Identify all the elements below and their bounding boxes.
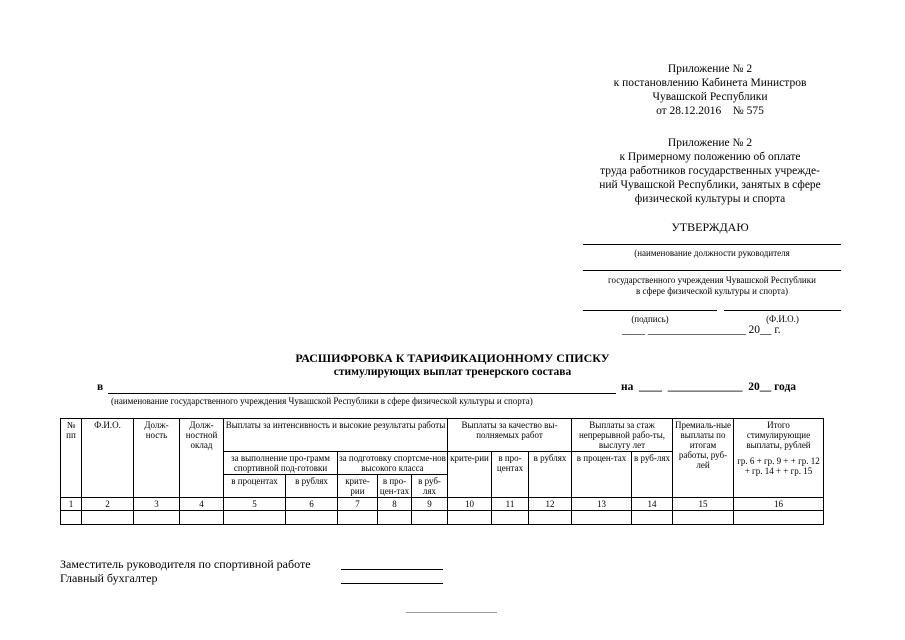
accountant-label: Главный бухгалтер xyxy=(60,571,158,585)
col-header-num: № пп xyxy=(61,419,82,498)
sign-caption: (подпись) xyxy=(631,314,669,324)
col-header-programs: за выполнение про-грамм спортивной под-готовки xyxy=(224,452,338,475)
fio-line xyxy=(724,310,841,311)
col-number: 9 xyxy=(412,498,448,511)
table-cell xyxy=(448,511,492,525)
col-header-position: Долж-ность xyxy=(134,419,180,498)
col-header-criteria: крите-рии xyxy=(448,452,492,498)
col-header-highclass-crit: крите-рии xyxy=(338,475,378,498)
year-line: ____ _____________ 20__ года xyxy=(639,381,797,393)
col-header-programs-rub: в рублях xyxy=(286,475,338,498)
deputy-signature-line xyxy=(341,569,443,570)
deputy-label: Заместитель руководителя по спортивной работе xyxy=(60,557,311,571)
col-header-stazh-pct: в процен-тах xyxy=(572,452,632,498)
table-cell xyxy=(529,511,572,525)
approve-date: ____ _________________ 20__ г. xyxy=(622,324,781,336)
col-header-quality-rub: в рублях xyxy=(529,452,572,498)
appendix-line: физической культуры и спорта xyxy=(634,193,786,205)
document-title: РАСШИФРОВКА К ТАРИФИКАЦИОННОМУ СПИСКУ xyxy=(295,351,610,365)
col-header-intensity: Выплаты за интенсивность и высокие результаты работы xyxy=(224,419,448,452)
col-number: 2 xyxy=(82,498,134,511)
table-row xyxy=(61,511,824,525)
col-header-fio: Ф.И.О. xyxy=(82,419,134,498)
table-cell xyxy=(286,511,338,525)
col-header-highclass-rub: в руб-лях xyxy=(412,475,448,498)
table-cell xyxy=(61,511,82,525)
on-label: на xyxy=(621,381,634,393)
table-cell xyxy=(338,511,378,525)
appendix-line: к постановлению Кабинета Министров xyxy=(613,77,807,89)
appendix-line: труда работников государственных учрежде- xyxy=(600,165,820,177)
table-cell xyxy=(492,511,529,525)
col-number: 7 xyxy=(338,498,378,511)
appendix-line: Приложение № 2 xyxy=(667,137,753,149)
table-cell xyxy=(180,511,224,525)
col-header-highclass-pct: в про-цен-тах xyxy=(378,475,412,498)
table-cell xyxy=(378,511,412,525)
caption-line: государственного учреждения Чувашской Республики xyxy=(608,275,816,285)
col-header-stazh-rub: в руб-лях xyxy=(632,452,673,498)
table-cell xyxy=(734,511,824,525)
col-number: 1 xyxy=(61,498,82,511)
fio-caption: (Ф.И.О.) xyxy=(766,314,799,324)
appendix-block-2 xyxy=(560,136,860,206)
col-number: 10 xyxy=(448,498,492,511)
table-cell xyxy=(412,511,448,525)
approve-title: УТВЕРЖДАЮ xyxy=(671,220,749,234)
col-header-quality-pct: в про-центах xyxy=(492,452,529,498)
tariff-table xyxy=(60,418,824,525)
table-cell xyxy=(673,511,734,525)
total-label: Итого стимулирующие выплаты, рублей xyxy=(746,420,811,450)
bottom-divider xyxy=(406,612,497,613)
appendix-line: Чувашской Республики xyxy=(652,91,768,103)
org-name-caption: (наименование государственного учреждения Чувашской Республики в сфере физической культуры и спорта) xyxy=(111,396,533,406)
org-name-line xyxy=(108,393,616,394)
col-header-total xyxy=(734,419,824,498)
table-cell xyxy=(632,511,673,525)
table-cell xyxy=(82,511,134,525)
col-number: 13 xyxy=(572,498,632,511)
col-number: 14 xyxy=(632,498,673,511)
table-cell xyxy=(572,511,632,525)
col-number: 6 xyxy=(286,498,338,511)
appendix-line: к Примерному положению об оплате xyxy=(619,151,801,163)
col-number: 8 xyxy=(378,498,412,511)
col-number: 15 xyxy=(673,498,734,511)
col-header-highclass: за подготовку спортсме-нов высокого класса xyxy=(339,453,446,473)
appendix-line: ний Чувашской Республики, занятых в сфере xyxy=(599,179,821,191)
table-cell xyxy=(134,511,180,525)
col-header-quality: Выплаты за качество вы-полняемых работ xyxy=(448,419,572,452)
col-number: 5 xyxy=(224,498,286,511)
col-number: 3 xyxy=(134,498,180,511)
accountant-signature-line xyxy=(341,583,443,584)
org-caption xyxy=(583,275,841,297)
appendix-line: от 28.12.2016 № 575 xyxy=(656,105,764,117)
col-number: 11 xyxy=(492,498,529,511)
in-prefix: в xyxy=(97,381,104,393)
col-number: 16 xyxy=(734,498,824,511)
col-header-programs-pct: в процентах xyxy=(224,475,286,498)
col-number: 4 xyxy=(180,498,224,511)
document-subtitle: стимулирующих выплат тренерского состава xyxy=(333,366,572,378)
signature-line xyxy=(583,310,717,311)
col-header-premium xyxy=(673,419,734,498)
signature-line xyxy=(583,244,841,245)
col-header-stazh: Выплаты за стаж непрерывной рабо-ты, выслугу лет xyxy=(572,419,673,452)
total-formula: гр. 6 + гр. 9 + + гр. 12 + гр. 14 + + гр. 15 xyxy=(737,456,820,476)
col-header-salary: Долж-ностной оклад xyxy=(180,419,224,498)
appendix-block-1 xyxy=(560,62,860,118)
col-number: 12 xyxy=(529,498,572,511)
premium-label: Премиаль-ные выплаты по итогам работы, руб-лей xyxy=(674,420,732,470)
signature-line xyxy=(583,270,841,271)
caption-line: в сфере физической культуры и спорта) xyxy=(636,286,788,296)
table-cell xyxy=(224,511,286,525)
appendix-line: Приложение № 2 xyxy=(667,63,753,75)
position-caption: (наименование должности руководителя xyxy=(634,248,790,258)
